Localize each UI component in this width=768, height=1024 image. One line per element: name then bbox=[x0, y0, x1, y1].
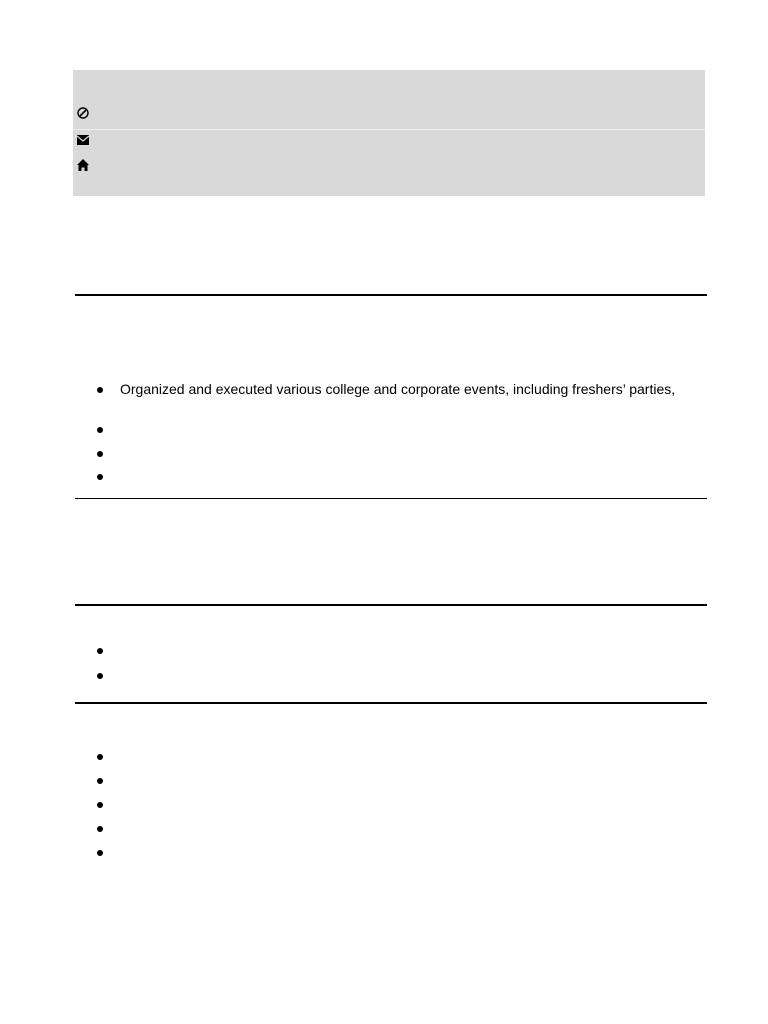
list-bullet bbox=[97, 754, 103, 760]
section-divider-2 bbox=[75, 498, 707, 499]
list-bullet bbox=[97, 387, 103, 393]
list-item: Organized and executed various college and corporate events, including freshers’ parties, bbox=[120, 381, 676, 397]
section-divider-1 bbox=[75, 294, 707, 296]
list-bullet bbox=[97, 673, 103, 679]
list-bullet bbox=[97, 850, 103, 856]
phone-icon bbox=[76, 106, 90, 120]
list-bullet bbox=[97, 451, 103, 457]
list-bullet bbox=[97, 802, 103, 808]
list-bullet bbox=[97, 826, 103, 832]
list-bullet bbox=[97, 474, 103, 480]
mail-icon bbox=[76, 133, 90, 147]
list-bullet bbox=[97, 648, 103, 654]
list-bullet bbox=[97, 778, 103, 784]
contact-divider bbox=[73, 129, 705, 130]
section-divider-4 bbox=[75, 702, 707, 704]
list-bullet bbox=[97, 427, 103, 433]
contact-info-box bbox=[73, 70, 705, 196]
section-divider-3 bbox=[75, 604, 707, 606]
home-icon bbox=[76, 158, 90, 172]
